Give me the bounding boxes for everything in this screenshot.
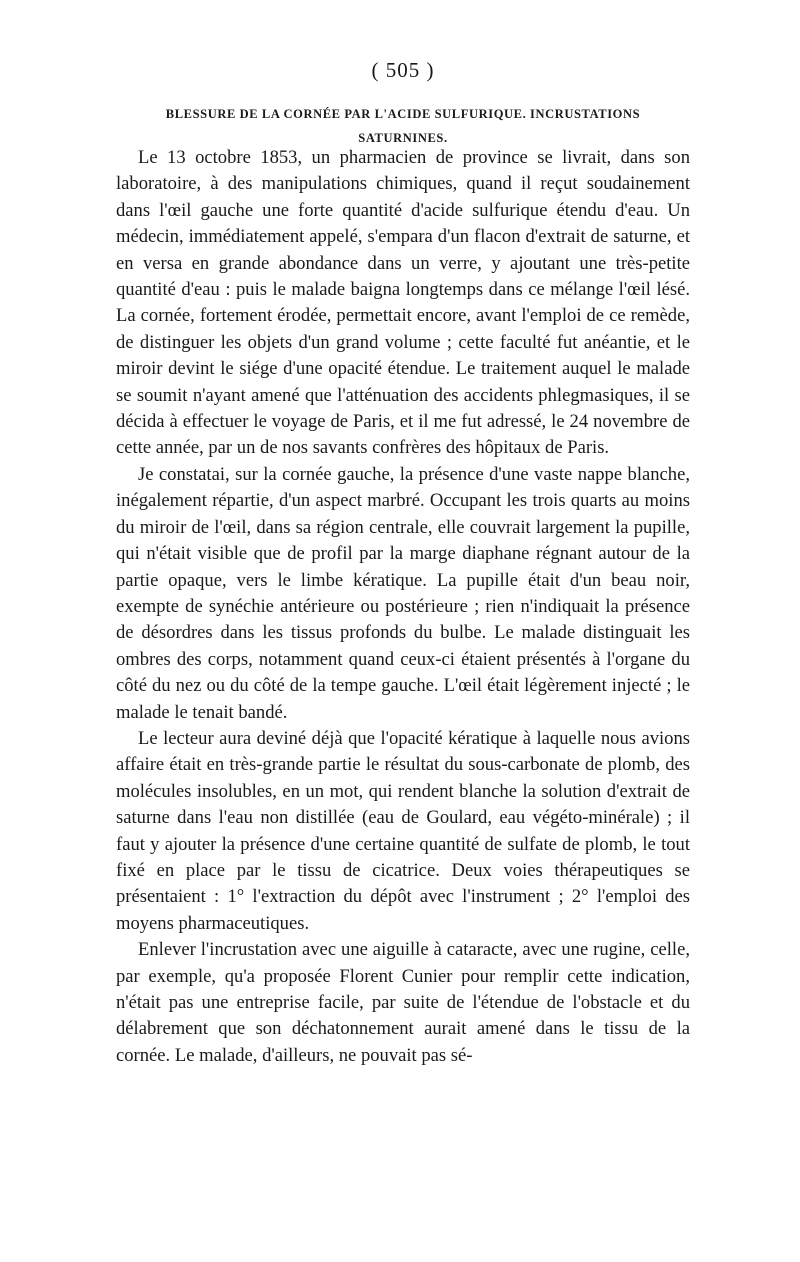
- heading-line-2: SATURNINES.: [358, 131, 448, 145]
- page-number: ( 505 ): [371, 58, 435, 82]
- body-text: [116, 145, 690, 1069]
- section-heading: [116, 102, 690, 150]
- paragraph-2: Je constatai, sur la cornée gauche, la présence d'une vaste nappe blanche, inégalement répartie, d'un aspect marbré. Occupant les trois quarts au moins du miroir de l'œil, dans sa région centrale, elle couvrait largement la pupille, qui n'était visible que de profil par la marge diaphane régnant autour de la partie opaque, vers le limbe kératique. La pupille était d'un beau noir, exempte de synéchie antérieure ou postérieure ; rien n'indiquait la présence de désordres dans les tissus profonds du bulbe. Le malade distinguait les ombres des corps, notamment quand ceux-ci étaient présentés à l'organe du côté du nez ou du côté de la tempe gauche. L'œil était légèrement injecté ; le malade le tenait bandé.: [116, 463, 690, 723]
- heading-line-1: BLESSURE DE LA CORNÉE PAR L'ACIDE SULFURIQUE. INCRUSTATIONS: [165, 107, 641, 121]
- paragraph-4: Enlever l'incrustation avec une aiguille à cataracte, avec une rugine, celle, par exemple, qu'a proposée Florent Cunier pour remplir cette indication, n'était pas une entreprise facile, par suite de l'étendue de l'obstacle et du délabrement que son déchatonnement aurait amené dans le tissu de la cornée. Le malade, d'ailleurs, ne pouvait pas sé-: [116, 939, 690, 1066]
- paragraph-1: Le 13 octobre 1853, un pharmacien de province se livrait, dans son laboratoire, à des manipulations chimiques, quand il reçut soudainement dans l'œil gauche une forte quantité d'acide sulfurique étendu d'eau. Un médecin, immédiatement appelé, s'empara d'un flacon d'extrait de saturne, et en versa en grande abondance dans un verre, y ajoutant une très-petite quantité d'eau : puis le malade baigna longtemps dans ce mélange l'œil lésé. La cornée, fortement érodée, permettait encore, avant l'emploi de ce remède, de distinguer les objets d'un grand volume ; cette faculté fut anéantie, et le miroir devint le siége d'une opacité étendue. Le traitement auquel le malade se soumit n'ayant amené que l'atténuation des accidents phlegmasiques, il se décida à effectuer le voyage de Paris, et il me fut adressé, le 24 novembre de cette année, par un de nos savants confrères des hôpitaux de Paris.: [116, 147, 690, 459]
- paragraph-3: Le lecteur aura deviné déjà que l'opacité kératique à laquelle nous avions affaire était en très-grande partie le résultat du sous-carbonate de plomb, des molécules insolubles, en un mot, qui rendent blanche la solution d'extrait de saturne dans l'eau non distillée (eau de Goulard, eau végéto-minérale) ; il faut y ajouter la présence d'une certaine quantité de sulfate de plomb, le tout fixé en place par le tissu de cicatrice. Deux voies thérapeutiques se présentaient : 1° l'extraction du dépôt avec l'instrument ; 2° l'emploi des moyens pharmaceutiques.: [116, 727, 690, 934]
- book-page: [116, 0, 690, 1262]
